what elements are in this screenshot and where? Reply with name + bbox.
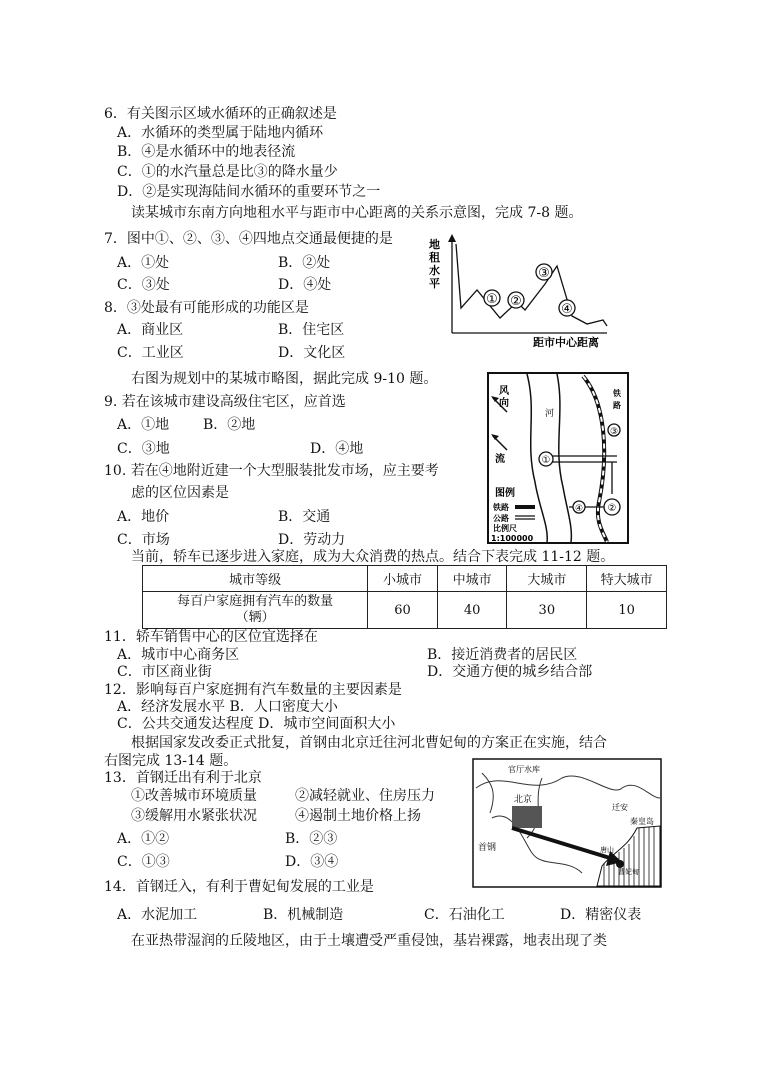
q7-stem: 7．图中①、②、③、④四地点交通最便捷的是 [104, 231, 393, 247]
rail-label-1: 铁 [613, 389, 621, 398]
x-label: 距市中心距离 [533, 336, 599, 349]
q11-option-d: D．交通方便的城乡结合部 [427, 664, 593, 680]
q13-statement-4: ④遏制土地价格上扬 [295, 808, 421, 824]
legend-road-label: 公路 [493, 514, 509, 523]
y-axis-arrow [448, 234, 456, 242]
river-label-2: 流 [495, 454, 505, 465]
label-shougang: 首钢 [478, 843, 497, 853]
marker-3-label: ③ [538, 266, 550, 281]
y-label-3: 水 [429, 264, 440, 277]
q14-option-b: B．机械制造 [263, 907, 344, 923]
scale-value: 1:100000 [491, 534, 534, 543]
q6-option-b: B．④是水循环中的地表径流 [117, 144, 296, 160]
river-label-1: 河 [545, 409, 555, 419]
q7-option-c: C．③处 [117, 277, 170, 293]
q10-option-b: B．交通 [278, 509, 331, 525]
q10-stem-line1: 10. 若在④地附近建一个大型服装批发市场，应主要考 [104, 463, 439, 479]
label-tangshan: 唐山 [600, 846, 614, 854]
q14-option-c: C．石油化工 [424, 907, 505, 923]
table-row-label-line1: 每百户家庭拥有汽车的数量 [177, 594, 334, 609]
map-marker-2-label: ② [607, 503, 617, 514]
map-marker-3-label: ③ [609, 427, 619, 437]
passage-last-line: 在亚热带湿润的丘陵地区，由于土壤遭受严重侵蚀，基岩裸露，地表出现了类 [131, 933, 607, 949]
map-marker-4-label: ④ [574, 504, 584, 514]
q11-option-a: A．城市中心商务区 [117, 647, 240, 663]
legend-rail-label: 铁路 [493, 503, 509, 512]
q10-option-d: D．劳动力 [278, 532, 346, 548]
q10-option-c: C．市场 [117, 532, 170, 548]
q13-stem: 13．首钢迁出有利于北京 [104, 770, 262, 786]
table-header-cell: 中城市 [437, 566, 507, 592]
q13-statement-2: ②减轻就业、住房压力 [295, 788, 435, 804]
q12-options-cd: C．公共交通发达程度 D．城市空间面积大小 [117, 716, 396, 732]
q14-option-a: A．水泥加工 [117, 907, 198, 923]
q9-option-c: C．③地 [117, 441, 170, 457]
q12-options-ab: A．经济发展水平 B．人口密度大小 [117, 699, 338, 715]
label-qinhuangdao: 秦皇岛 [630, 817, 654, 826]
q8-option-d: D．文化区 [278, 345, 346, 361]
wind-label-2: 向 [499, 398, 509, 409]
wind-label-1: 风 [499, 386, 509, 397]
legend-title: 图例 [495, 488, 515, 499]
q9-option-d: D．④地 [310, 441, 364, 457]
q7-option-b: B．②处 [278, 255, 331, 271]
car-ownership-table [142, 565, 667, 629]
marker-2-label: ② [510, 294, 522, 309]
table-cell: 40 [437, 592, 507, 629]
marker-1-label: ① [486, 292, 498, 307]
q11-stem: 11．轿车销售中心的区位宜选择在 [104, 629, 318, 645]
q8-option-a: A．商业区 [117, 322, 184, 338]
q7-option-a: A．①处 [117, 255, 170, 271]
table-header-cell: 城市等级 [143, 566, 368, 592]
label-qianan: 迁安 [612, 803, 628, 812]
table-row-label-line2: （辆） [235, 610, 275, 625]
q11-option-c: C．市区商业街 [117, 664, 212, 680]
q13-option-c: C．①③ [117, 854, 170, 870]
q6-stem: 6．有关图示区域水循环的正确叙述是 [104, 106, 337, 122]
intro-9-10: 右图为规划中的某城市略图，据此完成 9-10 题。 [131, 371, 438, 387]
table-header-cell: 大城市 [507, 566, 587, 592]
label-guanting-reservoir: 官厅水库 [508, 765, 540, 774]
intro-13-14-line2: 右图完成 13-14 题。 [104, 753, 238, 769]
q8-option-c: C．工业区 [117, 345, 184, 361]
table-cell: 30 [507, 592, 587, 629]
q6-option-a: A．水循环的类型属于陆地内循环 [117, 125, 324, 141]
q10-option-a: A．地价 [117, 509, 170, 525]
table-header-cell: 特大城市 [587, 566, 667, 592]
q13-option-b: B．②③ [285, 831, 338, 847]
q13-option-a: A．①② [117, 831, 170, 847]
q14-stem: 14．首钢迁入，有利于曹妃甸发展的工业是 [104, 879, 374, 895]
legend-rail-symbol [515, 505, 535, 509]
q8-stem: 8．③处最有可能形成的功能区是 [104, 300, 309, 316]
table-header-cell: 小城市 [368, 566, 438, 592]
q14-option-d: D．精密仪表 [560, 907, 642, 923]
table-cell: 60 [368, 592, 438, 629]
map-marker-1-label: ① [541, 455, 551, 466]
q13-option-d: D．③④ [285, 854, 339, 870]
y-label-2: 租 [429, 251, 440, 264]
q12-stem: 12．影响每百户家庭拥有汽车数量的主要因素是 [104, 682, 402, 698]
beijing-area [512, 806, 542, 828]
table-header-row [143, 566, 667, 592]
table-row [143, 592, 667, 629]
rent-curve [456, 244, 607, 326]
q7-option-d: D．④处 [278, 277, 332, 293]
marker-4-label: ④ [561, 302, 573, 317]
intro-7-8: 读某城市东南方向地租水平与距市中心距离的关系示意图，完成 7-8 题。 [131, 205, 583, 221]
caofeidian-dot [616, 860, 624, 868]
q13-statement-3: ③缓解用水紧张状况 [131, 808, 257, 824]
q13-statement-1: ①改善城市环境质量 [131, 788, 257, 804]
y-label-4: 平 [429, 277, 440, 290]
intro-13-14-line1: 根据国家发改委正式批复，首钢由北京迁往河北曹妃甸的方案正在实施，结合 [131, 735, 607, 751]
q9-option-a: A．①地 [117, 417, 170, 433]
rent-level-figure [425, 228, 615, 353]
q11-option-b: B．接近消费者的居民区 [427, 647, 578, 663]
table-cell: 10 [587, 592, 667, 629]
q6-option-c: C．①的水汽量总是比③的降水量少 [117, 164, 338, 180]
rail-label-2: 路 [613, 401, 621, 410]
scale-label: 比例尺 [493, 524, 517, 533]
q10-stem-line2: 虑的区位因素是 [131, 485, 229, 501]
q6-option-d: D．②是实现海陆间水循环的重要环节之一 [117, 184, 381, 200]
y-label-1: 地 [429, 238, 440, 251]
map-frame [488, 373, 628, 543]
city-plan-map [487, 372, 629, 544]
q8-option-b: B．住宅区 [278, 322, 345, 338]
intro-11-12: 当前，轿车已逐步进入家庭，成为大众消费的热点。结合下表完成 11-12 题。 [131, 549, 615, 565]
q9-option-b: B．②地 [203, 417, 256, 433]
label-caofeidian: 曹妃甸 [618, 868, 639, 876]
q9-stem: 9. 若在该城市建设高级住宅区，应首选 [104, 394, 346, 410]
shougang-relocation-map [472, 758, 662, 888]
table-row-label [143, 592, 368, 629]
label-beijing: 北京 [514, 795, 533, 805]
